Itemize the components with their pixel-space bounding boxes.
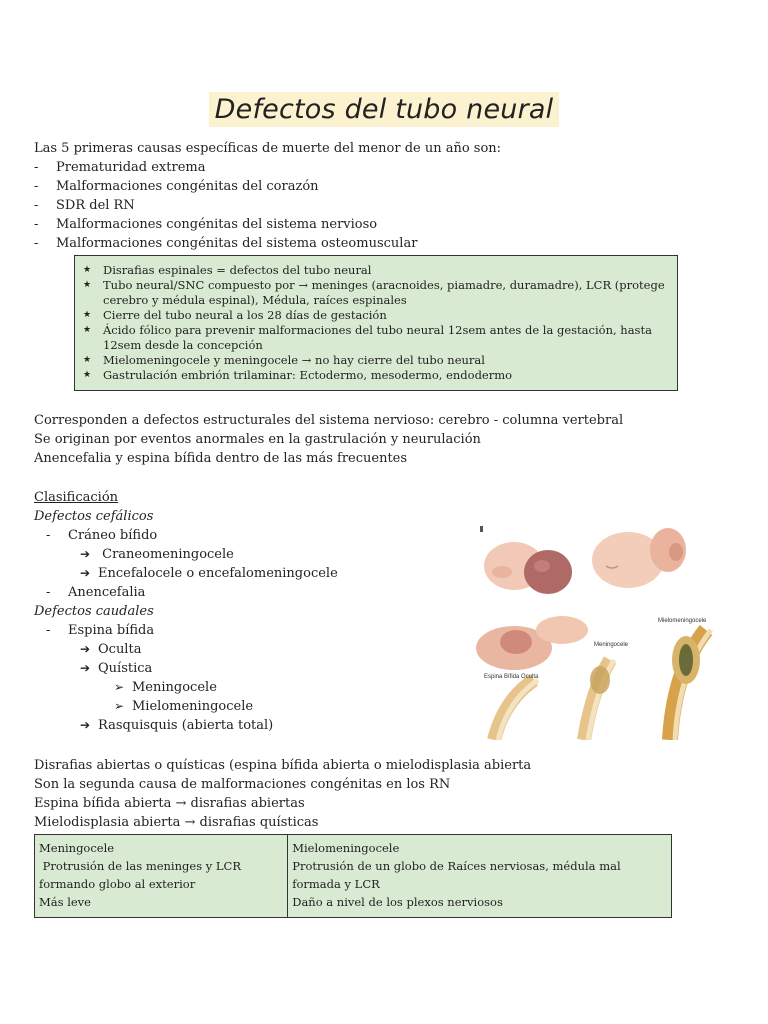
encephalocele-photo [476,522,696,598]
class-subsubitem: ➢ Mielomeningocele [114,699,254,714]
class-subsubitem: ➢ Meningocele [114,680,217,695]
arrow-icon: ➔ [80,642,91,656]
table-cell-meningocele [35,835,287,917]
intro-text: Las 5 primeras causas específicas de muerte del menor de un año son: [34,141,502,156]
star-icon: ★ [83,355,92,365]
paragraph-line: Espina bífida abierta → disrafias abiertas [34,796,305,811]
paragraph-line: Disrafias abiertas o quísticas (espina bífida abierta o mielodisplasia abierta [34,758,532,773]
star-icon: ★ [83,265,92,275]
cause-item: - Malformaciones congénitas del sistema osteomuscular [34,236,418,251]
class-item: - Anencefalia [46,585,146,600]
table-cell-line: Protrusión de un globo de Raíces nerviosas, médula mal formada y LCR [292,859,621,891]
class-subitem: ➔ Quística [80,661,153,676]
class-item: - Espina bífida [46,623,155,638]
box-item: ★ Cierre del tubo neural a los 28 días de gestación [83,308,387,322]
table-cell-line: Más leve [39,895,91,909]
triangle-arrow-icon: ➢ [114,699,125,713]
box-item: ★ Ácido fólico para prevenir malformaciones del tubo neural 12sem antes de la gestación, hasta 12sem desde la concepción [83,323,652,352]
image-label-mielomeningocele: Mielomeningocele [658,618,707,624]
box-item: ★ Tubo neural/SNC compuesto por → meninges (aracnoides, piamadre, duramadre), LCR (protege cerebro y médula espinal), Médula, raíces espinales [83,278,665,307]
image-label-oculta: Espina Bífida Oculta [484,674,539,680]
paragraph-line: Corresponden a defectos estructurales del sistema nervioso: cerebro - columna vertebral [34,413,624,428]
cause-item: - Prematuridad extrema [34,160,206,175]
table-cell-mielomeningocele [287,835,671,917]
arrow-icon: ➔ [80,661,91,675]
star-icon: ★ [83,280,92,290]
comparison-table [34,834,672,918]
table-cell-line: Protrusión de las meninges y LCR formando globo al exterior [39,859,245,891]
triangle-arrow-icon: ➢ [114,680,125,694]
star-icon: ★ [83,310,92,320]
image-label-meningocele: Meningocele [594,642,629,648]
cephalic-heading: Defectos cefálicos [34,509,154,524]
box-item: ★ Mielomeningocele y meningocele → no hay cierre del tubo neural [83,353,485,367]
class-subitem: ➔ Rasquisquis (abierta total) [80,718,274,733]
star-icon: ★ [83,325,92,335]
box-item: ★ Disrafias espinales = defectos del tubo neural [83,263,372,277]
cause-item: - SDR del RN [34,198,135,213]
class-subitem: ➔ Oculta [80,642,142,657]
page-title: Defectos del tubo neural [209,92,560,127]
paragraph-line: Mielodisplasia abierta → disrafias quísticas [34,815,319,830]
caudal-heading: Defectos caudales [34,604,154,619]
cause-item: - Malformaciones congénitas del sistema nervioso [34,217,378,232]
class-item: - Cráneo bífido [46,528,158,543]
class-subitem: ➔ Craneomeningocele [80,547,234,562]
table-cell-line: Mielomeningocele [292,841,400,855]
title-container [0,92,768,127]
class-subitem: ➔ Encefalocele o encefalomeningocele [80,566,338,581]
arrow-icon: ➔ [80,718,91,732]
box-item: ★ Gastrulación embrión trilaminar: Ectodermo, mesodermo, endodermo [83,368,513,382]
paragraph-line: Se originan por eventos anormales en la gastrulación y neurulación [34,432,481,447]
paragraph-line: Son la segunda causa de malformaciones congénitas en los RN [34,777,451,792]
paragraph-line: Anencefalia y espina bífida dentro de las más frecuentes [34,451,408,466]
classification-heading: Clasificación [34,490,119,505]
star-icon: ★ [83,370,92,380]
table-cell-line: Meningocele [39,841,115,855]
summary-box [74,255,678,391]
table-cell-line: Daño a nivel de los plexos nerviosos [292,895,503,909]
arrow-icon: ➔ [80,547,91,561]
cause-item: - Malformaciones congénitas del corazón [34,179,319,194]
spina-bifida-diagram [474,608,736,740]
arrow-icon: ➔ [80,566,91,580]
